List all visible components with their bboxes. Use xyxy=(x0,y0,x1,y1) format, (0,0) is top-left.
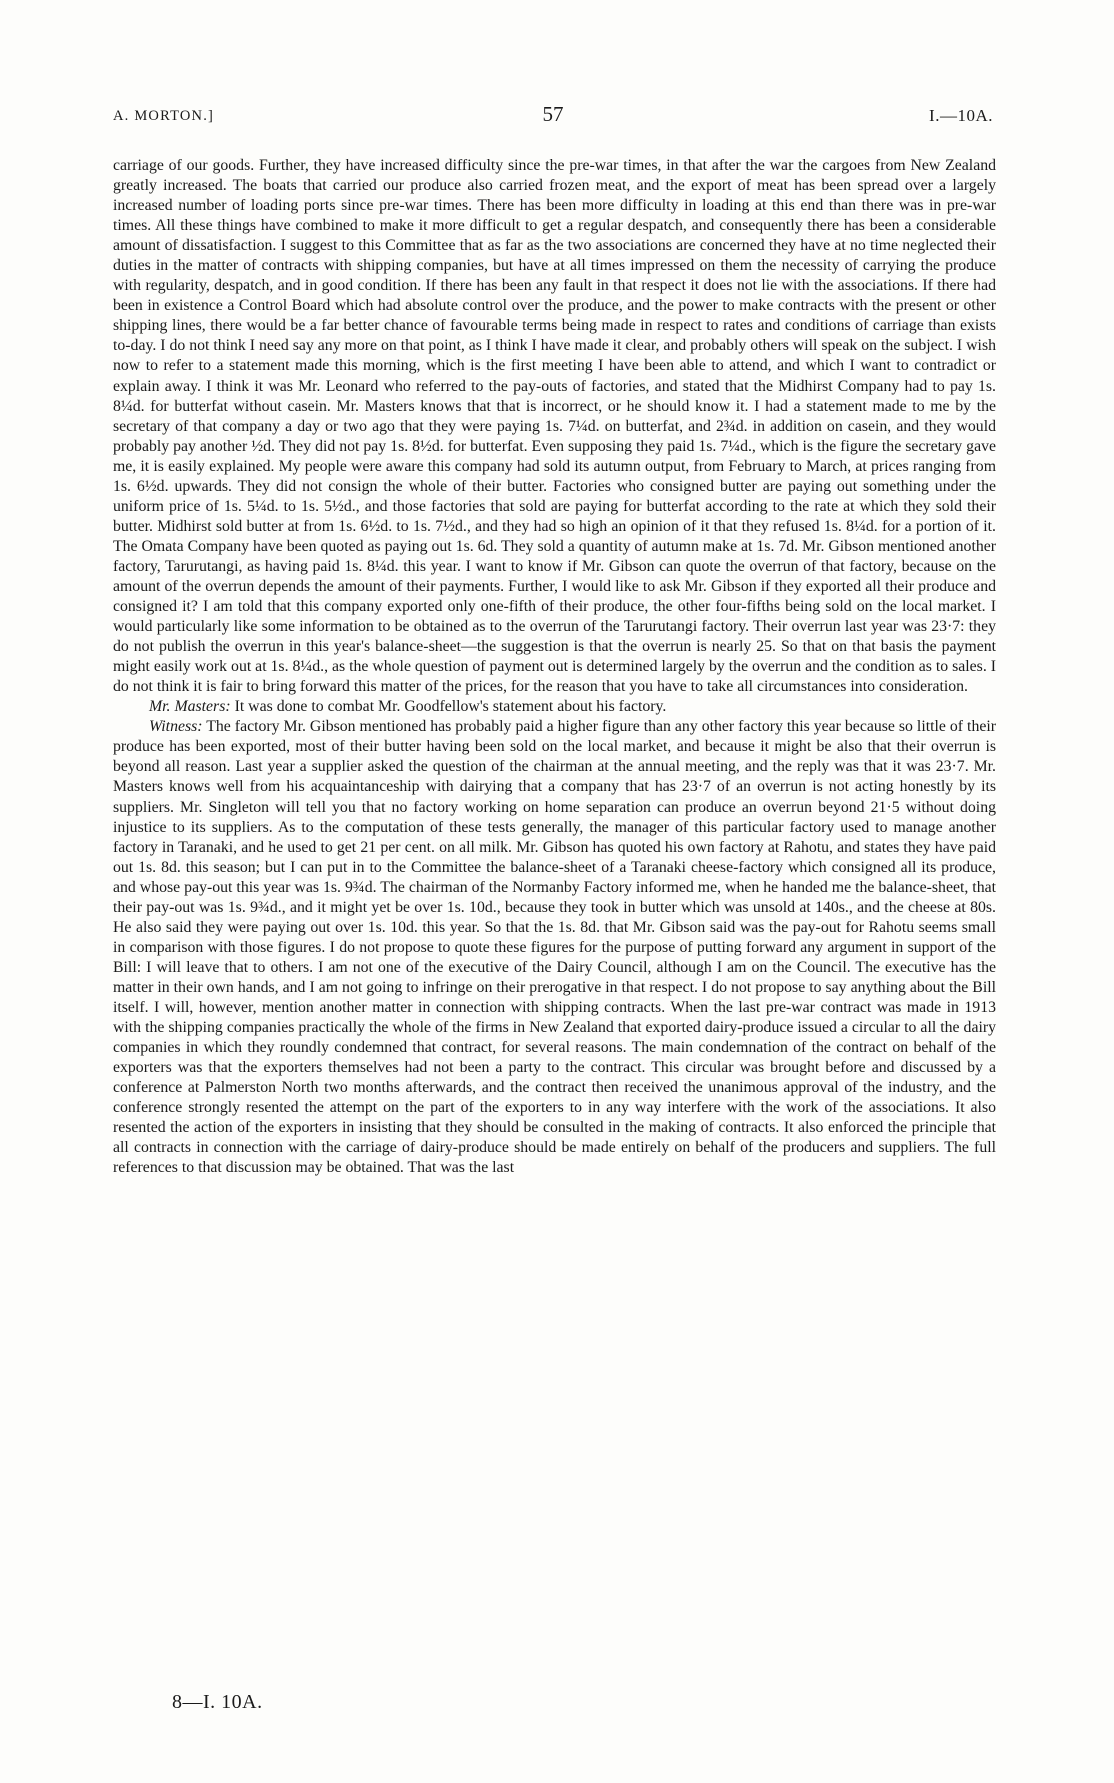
paragraph-text: The factory Mr. Gibson mentioned has probably paid a higher figure than any other factory this year because so little of their produce has been exported, most of their butter having been sold on the local market, and because it might be also that their overrun is beyond all reason. Last year a supplier asked the question of the chairman at the annual meeting, and the reply was that it was 23·7. Mr. Masters knows well from his acquaintanceship with dairying that a company that has 23·7 of an overrun is not acting honestly by its suppliers. Mr. Singleton will tell you that no factory working on home separation can produce an overrun beyond 21·5 without doing injustice to its suppliers. As to the computation of these tests generally, the manager of this particular factory used to manage another factory in Taranaki, and he used to get 21 per cent. on all milk. Mr. Gibson has quoted his own factory at Rahotu, and states they have paid out 1s. 8d. this season; but I can put in to the Committee the balance-sheet of a Taranaki cheese-factory which consigned all its produce, and whose pay-out this year was 1s. 9¾d. The chairman of the Normanby Factory informed me, when he handed me the balance-sheet, that their pay-out was 1s. 9¾d., and it might yet be over 1s. 10d., because they took in butter which was unsold at 140s., and the cheese at 80s. He also said they were paying out over 1s. 10d. this year. So that the 1s. 8d. that Mr. Gibson said was the pay-out for Rahotu seems small in comparison with those figures. I do not propose to quote these figures for the purpose of putting forward any argument in support of the Bill: I will leave that to others. I am not one of the executive of the Dairy Council, although I am on the Council. The executive has the matter in their own hands, and I am not going to infringe on their prerogative in that respect. I do not propose to say anything about the Bill itself. I will, however, mention another matter in connection with shipping contracts. When the last pre-war contract was made in 1913 with the shipping companies practically the whole of the firms in New Zealand that exported dairy-produce issued a circular to all the dairy companies in which they roundly condemned that contract, for several reasons. The main condemnation of the contract on behalf of the exporters was that the exporters themselves had not been a party to the contract. This circular was brought before and discussed by a conference at Palmerston North two months afterwards, and the contract then received the unanimous approval of the industry, and the conference strongly resented the attempt on the part of the exporters to in any way interfere with the work of the associations. It also resented the action of the exporters in insisting that they should be consulted in the making of contracts. It also enforced the principle that all contracts in connection with the carriage of dairy-produce should be made entirely on behalf of the producers and suppliers. The full references to that discussion may be obtained. That was the last xyxy=(113,718,996,1177)
paragraph-text: It was done to combat Mr. Goodfellow's statement about his factory. xyxy=(234,698,667,716)
page-number: 57 xyxy=(542,102,564,126)
witness-running-head: A. MORTON.] xyxy=(113,108,215,124)
paragraph-masters xyxy=(113,697,996,717)
body-text xyxy=(113,156,996,1178)
signature-mark: 8—I. 10A. xyxy=(172,1691,263,1713)
speaker-label: Witness: xyxy=(149,718,203,736)
page-header xyxy=(113,102,993,132)
paragraph-witness xyxy=(113,717,996,1178)
paragraph-continuation xyxy=(113,156,996,697)
paragraph-text: carriage of our goods. Further, they have increased difficulty since the pre-war times, in that after the war the cargoes from New Zealand greatly increased. The boats that carried our produce also carried frozen meat, and the export of meat has been spread over a largely increased number of loading ports since pre-war times. There has been more difficulty in loading at this end than there was in pre-war times. All these things have combined to make it more difficult to get a regular despatch, and consequently there has been a considerable amount of dissatisfaction. I suggest to this Committee that as far as the two associations are concerned they have at no time neglected their duties in the matter of contracts with shipping companies, but have at all times impressed on them the necessity of carrying the produce with regularity, despatch, and in good condition. If there has been any fault in that respect it does not lie with the associations. If there had been in existence a Control Board which had absolute control over the produce, and the power to make contracts with the present or other shipping lines, there would be a far better chance of favourable terms being made in respect to rates and conditions of carriage than exists to-day. I do not think I need say any more on that point, as I think I have made it clear, and probably others will speak on the subject. I wish now to refer to a statement made this morning, which is the first meeting I have been able to attend, and which I want to contradict or explain away. I think it was Mr. Leonard who referred to the pay-outs of factories, and stated that the Midhirst Company had to pay 1s. 8¼d. for butterfat without casein. Mr. Masters knows that that is incorrect, or he should know it. I had a statement made to me by the secretary of that company a day or two ago that they were paying 1s. 7¼d. on butterfat, and 2¾d. in addition on casein, and they would probably pay another ½d. They did not pay 1s. 8½d. for butterfat. Even supposing they paid 1s. 7¼d., which is the figure the secretary gave me, it is easily explained. My people were aware this company had sold its autumn output, from February to March, at prices ranging from 1s. 6½d. upwards. They did not consign the whole of their butter. Factories who consigned butter are paying out something under the uniform price of 1s. 5¼d. to 1s. 5½d., and those factories that sold are paying for butterfat according to the rate at which they sold their butter. Midhirst sold butter at from 1s. 6½d. to 1s. 7½d., and they had so high an opinion of it that they refused 1s. 8¼d. for a portion of it. The Omata Company have been quoted as paying out 1s. 6d. They sold a quantity of autumn make at 1s. 7d. Mr. Gibson mentioned another factory, Tarurutangi, as having paid 1s. 8¼d. this year. I want to know if Mr. Gibson can quote the overrun of that factory, because on the amount of the overrun depends the amount of their payments. Further, I would like to ask Mr. Gibson if they exported all their produce and consigned it? I am told that this company exported only one-fifth of their produce, the other four-fifths being sold on the local market. I would particularly like some information to be obtained as to the overrun of the Tarurutangi factory. Their overrun last year was 23·7: they do not publish the overrun in this year's balance-sheet—the suggestion is that the overrun is nearly 25. So that on that basis the payment might easily work out at 1s. 8¼d., as the whole question of payment out is determined largely by the overrun and the condition as to sales. I do not think it is fair to bring forward this matter of the prices, for the reason that you have to take all circumstances into consideration. xyxy=(113,157,996,696)
document-reference: I.—10A. xyxy=(929,106,993,125)
speaker-label: Mr. Masters: xyxy=(149,698,231,716)
